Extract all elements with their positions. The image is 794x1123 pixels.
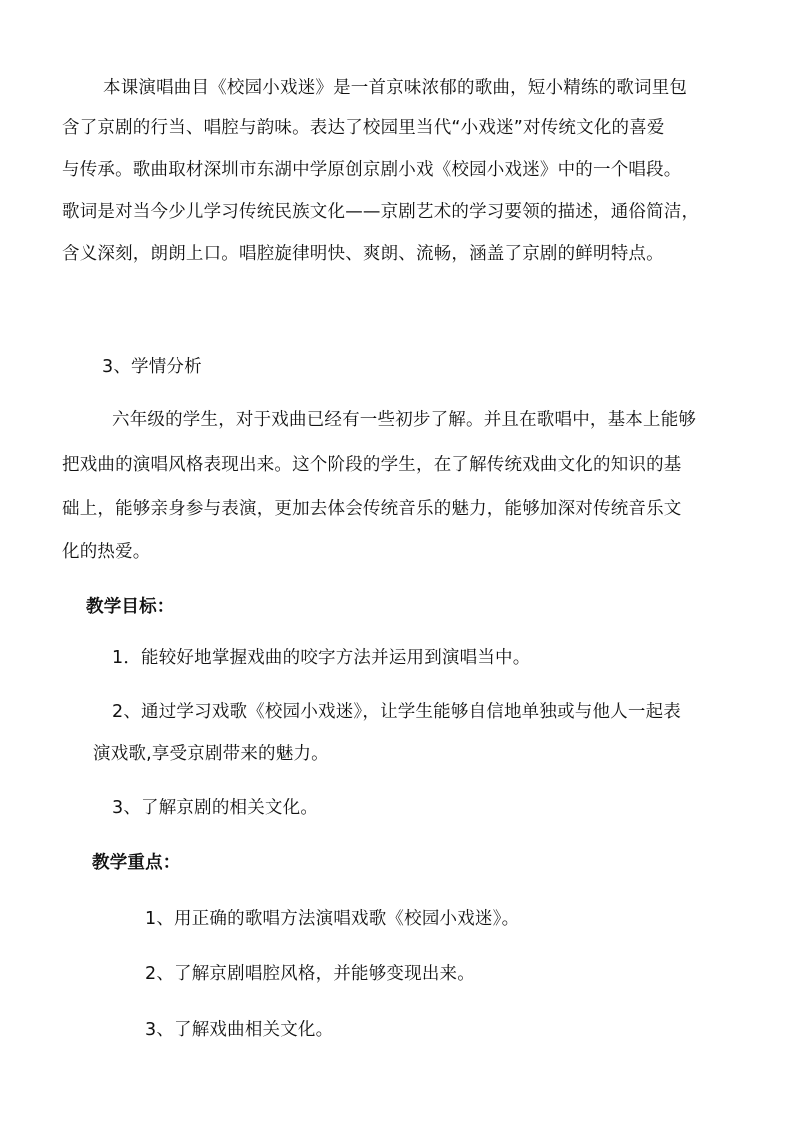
section3-line-3: 础上，能够亲身参与表演，更加去体会传统音乐的魅力，能够加深对传统音乐文 [62, 499, 682, 519]
goal-item-2-line-2: 演戏歌,享受京剧带来的魅力。 [93, 744, 329, 764]
goal-item-1: 1．能较好地掌握戏曲的咬字方法并运用到演唱当中。 [112, 648, 531, 668]
intro-line-2: 含了京剧的行当、唱腔与韵味。表达了校园里当代“小戏迷”对传统文化的喜爱 [62, 118, 665, 138]
section3-line-2: 把戏曲的演唱风格表现出来。这个阶段的学生，在了解传统戏曲文化的知识的基 [62, 455, 682, 475]
key-points-heading: 教学重点： [92, 853, 181, 873]
goal-item-2-line-1: 2、通过学习戏歌《校园小戏迷》，让学生能够自信地单独或与他人一起表 [112, 702, 681, 722]
key-point-item-1: 1、用正确的歌唱方法演唱戏歌《校园小戏迷》。 [145, 909, 520, 929]
goal-item-3: 3、了解京剧的相关文化。 [112, 798, 319, 818]
intro-line-5: 含义深刻，朗朗上口。唱腔旋律明快、爽朗、流畅，涵盖了京剧的鲜明特点。 [62, 244, 664, 264]
goals-heading: 教学目标： [86, 597, 175, 617]
intro-line-4: 歌词是对当今少儿学习传统民族文化——京剧艺术的学习要领的描述，通俗简洁， [62, 202, 700, 222]
intro-line-1: 本课演唱曲目《校园小戏迷》是一首京味浓郁的歌曲，短小精练的歌词里包 [103, 78, 688, 98]
intro-line-3: 与传承。歌曲取材深圳市东湖中学原创京剧小戏《校园小戏迷》中的一个唱段。 [62, 160, 682, 180]
key-point-item-3: 3、了解戏曲相关文化。 [145, 1020, 334, 1040]
key-point-item-2: 2、了解京剧唱腔风格，并能够变现出来。 [145, 964, 475, 984]
section3-line-1: 六年级的学生，对于戏曲已经有一些初步了解。并且在歌唱中，基本上能够 [112, 410, 697, 430]
section3-line-4: 化的热爱。 [62, 542, 151, 562]
section-heading: 3、学情分析 [102, 357, 202, 377]
